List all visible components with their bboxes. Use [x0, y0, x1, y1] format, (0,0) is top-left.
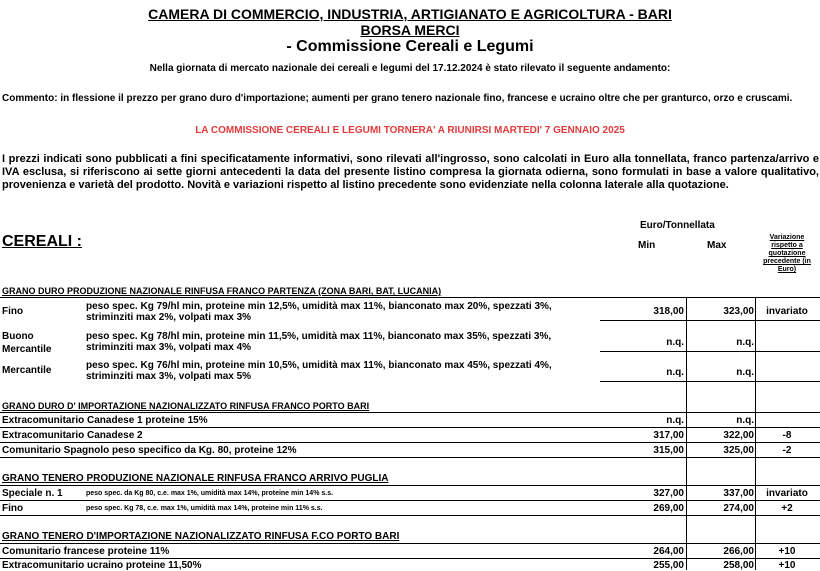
max-value: n.q.: [736, 337, 754, 348]
var-value: +10: [778, 560, 796, 571]
row-name: Comunitario francese proteine 11%: [2, 546, 170, 557]
section-title: GRANO TENERO D'IMPORTAZIONE NAZIONALIZZATO RINFUSA F.CO PORTO BARI: [2, 531, 400, 542]
section-title: GRANO DURO D' IMPORTAZIONE NAZIONALIZZATO RINFUSA FRANCO PORTO BARI: [2, 401, 370, 411]
commento-text: Commento: in flessione il prezzo per grano duro d'importazione; aumenti per grano tenero nazionale fino, francese e ucraino oltre che per granturco, orzo e cruscami.: [2, 93, 793, 104]
max-value: 337,00: [723, 488, 754, 499]
section-title: GRANO TENERO PRODUZIONE NAZIONALE RINFUSA FRANCO ARRIVO PUGLIA: [2, 473, 389, 484]
max-value: 274,00: [723, 503, 754, 514]
borsa-title: BORSA MERCI: [360, 22, 460, 38]
avviso-text: LA COMMISSIONE CEREALI E LEGUMI TORNERA' A RIUNIRSI MARTEDI' 7 GENNAIO 2025: [195, 125, 625, 136]
commissione-title: - Commissione Cereali e Legumi: [286, 38, 534, 55]
desc-line: peso spec. Kg 76/hl min, proteine min 10,5%, umidità max 11%, bianconato max 45%, spezzati 4%,: [86, 360, 552, 371]
desc-line: peso spec. Kg 79/hl min, proteine min 12,5%, umidità max 11%, bianconato max 20%, spezzati 3%,: [86, 301, 552, 312]
row-desc: [86, 360, 552, 382]
row-desc: [86, 301, 552, 323]
variazione-header: [755, 234, 819, 274]
max-value: 322,00: [723, 430, 754, 441]
cereali-heading: CEREALI :: [2, 233, 82, 250]
desc-line: striminziti max 3%, volpati max 4%: [86, 342, 252, 353]
row-desc: peso spec. Kg 78, c.e. max 1%, umidità max 14%, proteine min 11% s.s.: [86, 505, 323, 512]
min-value: n.q.: [666, 367, 684, 378]
row-name: Extracomunitario ucraino proteine 11,50%: [2, 560, 202, 571]
min-value: 315,00: [653, 445, 684, 456]
min-value: n.q.: [666, 415, 684, 426]
row-desc: peso spec. da Kg 80, c.e. max 1%, umidità max 14%, proteine min 14% s.s.: [86, 490, 334, 497]
note-paragraph: I prezzi indicati sono pubblicati a fini specificatamente informativi, sono rilevati all'ingrosso, sono calcolati in Euro alla tonnellata, franco partenza/arrivo e IVA esclusa, si riferiscono ai sette giorni antecedenti la data del presente listino compresa la giornata odierna, sono formulati in base a valore qualitativo, provenienza e varietà del prodotto. Novità e variazioni rispetto al listino precedente sono evidenziate nella colonna laterale alla quotazione.: [2, 153, 819, 191]
var-line-5: Euro): [777, 266, 797, 273]
var-value: +10: [778, 546, 796, 557]
min-value: 264,00: [653, 546, 684, 557]
row-name: Extracomunitario Canadese 2: [2, 430, 143, 441]
max-value: 325,00: [723, 445, 754, 456]
var-line-2: rispetto a: [771, 242, 803, 249]
max-value: 323,00: [723, 306, 754, 317]
max-value: 258,00: [723, 560, 754, 571]
var-line-1: Variazione: [769, 234, 805, 241]
max-value: 266,00: [723, 546, 754, 557]
var-value: -8: [782, 430, 792, 441]
min-value: 327,00: [653, 488, 684, 499]
row-desc: [86, 331, 551, 353]
row-name: Fino: [2, 503, 24, 514]
max-value: n.q.: [736, 415, 754, 426]
max-header: Max: [707, 240, 727, 251]
desc-line: striminziti max 3%, volpati max 5%: [86, 371, 252, 382]
row-name: Speciale n. 1: [2, 488, 63, 499]
var-value: -2: [782, 445, 792, 456]
min-value: 255,00: [653, 560, 684, 571]
row-name: Fino: [2, 306, 24, 317]
var-value: invariato: [766, 306, 808, 317]
euro-label: Euro/Tonnellata: [640, 220, 715, 231]
max-value: n.q.: [736, 367, 754, 378]
min-value: 269,00: [653, 503, 684, 514]
desc-line: striminziti max 2%, volpati max 3%: [86, 312, 252, 323]
min-value: n.q.: [666, 337, 684, 348]
org-title: CAMERA DI COMMERCIO, INDUSTRIA, ARTIGIANATO E AGRICOLTURA - BARI: [148, 6, 672, 22]
min-header: Min: [638, 240, 656, 251]
row-name: Mercantile: [2, 365, 52, 376]
var-line-3: quotazione: [768, 250, 806, 257]
var-line-4: precedente (in: [763, 258, 811, 265]
row-name: Comunitario Spagnolo peso specifico da Kg. 80, proteine 12%: [2, 445, 297, 456]
min-value: 318,00: [653, 306, 684, 317]
var-value: +2: [781, 503, 793, 514]
section-title: GRANO DURO PRODUZIONE NAZIONALE RINFUSA FRANCO PARTENZA (ZONA BARI, BAT, LUCANIA): [2, 286, 442, 296]
min-value: 317,00: [653, 430, 684, 441]
row-name: Buono Mercantile: [2, 331, 52, 355]
desc-line: peso spec. Kg 78/hl min, proteine min 11,5%, umidità max 11%, bianconato max 35%, spezzati 3%,: [86, 331, 552, 342]
var-value: invariato: [766, 488, 808, 499]
intro-text: Nella giornata di mercato nazionale dei cereali e legumi del 17.12.2024 è stato rilevato il seguente andamento:: [149, 63, 671, 74]
row-name: Extracomunitario Canadese 1 proteine 15%: [2, 415, 208, 426]
